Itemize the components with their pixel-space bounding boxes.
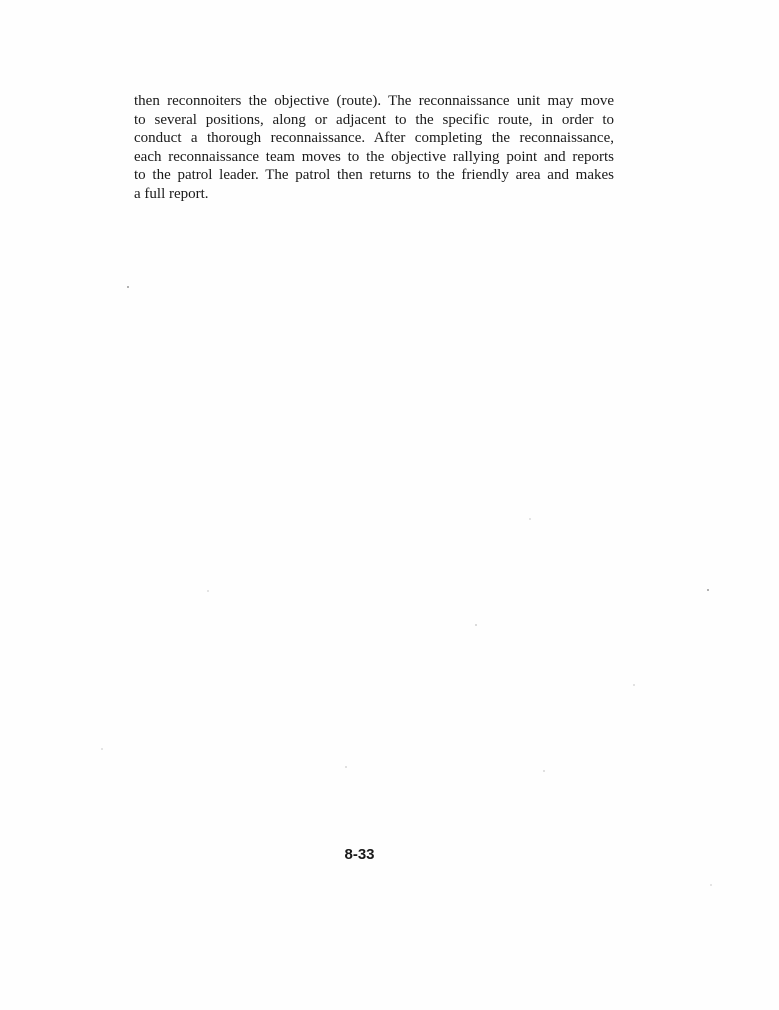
scan-speck bbox=[707, 589, 709, 591]
paragraph-line: each reconnaissance team moves to the objective rallying point and reports bbox=[134, 148, 614, 165]
paragraph-line: to the patrol leader. The patrol then returns to the friendly area and makes bbox=[134, 167, 614, 184]
scan-speck bbox=[475, 624, 477, 626]
paragraph-line: a full report. bbox=[134, 185, 209, 202]
scan-speck bbox=[633, 684, 635, 686]
scan-speck bbox=[710, 884, 712, 886]
page-number: 8-33 bbox=[344, 846, 375, 863]
scan-speck bbox=[345, 766, 347, 768]
scan-speck bbox=[207, 590, 209, 592]
scan-speck bbox=[529, 518, 531, 520]
scan-speck bbox=[127, 286, 129, 288]
scan-speck bbox=[101, 748, 103, 750]
paragraph-line: then reconnoiters the objective (route). The reconnaissance unit may move bbox=[134, 93, 614, 109]
body-paragraph bbox=[134, 92, 614, 204]
paragraph-line: to several positions, along or adjacent to the specific route, in order to bbox=[134, 111, 614, 128]
scan-speck bbox=[543, 770, 545, 772]
paragraph-line: conduct a thorough reconnaissance. After completing the reconnaissance, bbox=[134, 130, 614, 147]
